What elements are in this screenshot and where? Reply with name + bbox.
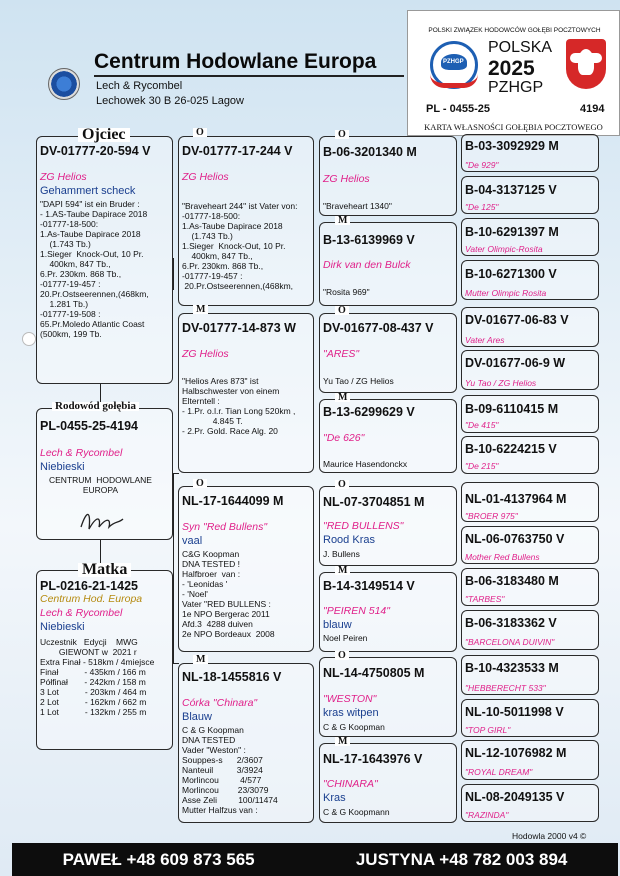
gen3-box — [319, 222, 457, 306]
gen2-notes: "Braveheart 244" ist Vater von: -01777-18-500: 1.As-Taube Dapirace 2018 (1.743 Tb.) 1.Sieger Knock-Out, 10 Pr. 400km, 847 Tb., 6.Pr. 230km. 868 Tb., -01777-19-457 : 20.Pr.Ostseerennen,(468km, — [182, 201, 298, 291]
page-title: Centrum Hodowlane Europa — [94, 50, 377, 73]
gen4-name: Mutter Olimpic Rosita — [465, 288, 547, 298]
gen3-label: M — [335, 737, 350, 746]
gen4-ring: B-10-4323533 M — [465, 661, 559, 675]
gen3-notes: J. Bullens — [323, 549, 360, 559]
gen3-notes: Noel Peiren — [323, 633, 368, 643]
gen3-label: O — [335, 651, 349, 660]
gen3-color: Kras — [323, 792, 346, 804]
gen4-name: "BARCELONA DUIVIN" — [465, 637, 555, 647]
connector — [173, 663, 179, 664]
owner-name: Lech & Rycombel — [96, 80, 183, 92]
gen2-box — [178, 313, 314, 473]
contact-right: JUSTYNA +48 782 003 894 — [355, 849, 568, 869]
gen4-box — [461, 350, 599, 390]
gen4-box — [461, 134, 599, 172]
father-box — [36, 136, 173, 384]
gen3-box — [319, 136, 457, 216]
gen4-name: Vater Ares — [465, 335, 505, 345]
gen4-name: "TOP GIRL" — [465, 725, 511, 735]
gen3-color: blauw — [323, 619, 352, 631]
gen3-ring: B-13-6299629 V — [323, 405, 415, 419]
father-notes: "DAPI 594" ist ein Bruder : - 1.AS-Taube Dapirace 2018 -01777-18-500: 1.As-Taube Dapirace 2018 (1.743 Tb.) 1.Sieger Knock-Out, 10 Pr. 400km, 847 Tb., 6.Pr. 230km. 868 Tb., -01777-19-457 : 20.Pr.Ostseerennen,(468km, 1.281 Tb.) -01777-19-508 : 65.Pr.Moledo Atlantic Coast (500km, 199 Tb. — [40, 199, 149, 339]
gen4-box — [461, 218, 599, 256]
card-org: POLSKI ZWIĄZEK HODOWCÓW GOŁĘBI POCZTOWYCH — [428, 27, 601, 34]
gen4-box — [461, 699, 599, 737]
gen2-ring: NL-17-1644099 M — [182, 494, 284, 508]
gen4-name: "De 929" — [465, 160, 499, 170]
logo-text: PZHGP — [443, 59, 464, 65]
gen4-box — [461, 395, 599, 433]
gen3-ring: NL-17-1643976 V — [323, 752, 423, 766]
gen4-name: Vater Olimpic-Rosita — [465, 244, 543, 254]
mother-color: Niebieski — [40, 621, 85, 633]
gen4-ring: DV-01677-06-9 W — [465, 356, 566, 370]
gen4-ring: B-04-3137125 V — [465, 183, 557, 197]
gen4-ring: B-10-6291397 M — [465, 225, 559, 239]
gen4-ring: DV-01677-06-83 V — [465, 313, 569, 327]
gen4-box — [461, 740, 599, 780]
card-ring: PL - 0455-25 — [426, 103, 491, 115]
mother-notes: Uczestnik Edycji MWG GIEWONT w 2021 r Extra Finał - 518km / 4miejsce Finał - 435km / 166 m Półfinał - 242km / 158 m 3 Lot - 203km / 464 m 2 Lot - 162km / 662 m 1 Lot - 132km / 255 m — [40, 637, 155, 717]
gen3-name: "CHINARA" — [323, 778, 378, 790]
gen4-box — [461, 436, 599, 474]
mother-ring: PL-0216-21-1425 — [40, 579, 138, 593]
subject-color: Niebieski — [40, 461, 85, 473]
gen4-name: "ROYAL DREAM" — [465, 767, 533, 777]
contact-footer — [12, 843, 618, 876]
pzhgp-logo — [430, 41, 478, 89]
gen2-color: Blauw — [182, 711, 212, 723]
card-assoc: PZHGP — [488, 79, 544, 96]
gen3-box — [319, 399, 457, 473]
father-color: Gehammert scheck — [40, 185, 136, 197]
father-label: Ojciec — [78, 128, 130, 142]
connector — [173, 473, 174, 663]
card-year: 2025 — [488, 57, 535, 80]
gen4-ring: NL-06-0763750 V — [465, 532, 565, 546]
gen4-box — [461, 526, 599, 564]
gen2-notes: C & G Koopman DNA TESTED Vader "Weston" : Souppes-s 2/3607 Nanteuil 3/3924 Morlincou 4/577 Morlincou 23/3079 Asse Zeli 100/11474 Mutter Halfzus van : — [182, 725, 278, 815]
punch-hole — [22, 332, 36, 346]
subject-owner: Lech & Rycombel — [40, 447, 123, 459]
gen3-notes: C & G Koopmann — [323, 807, 390, 817]
gen3-name: "PEIREN 514" — [323, 605, 390, 617]
title-underline — [94, 75, 404, 77]
pedigree-label: Rodowód gołębia — [52, 402, 139, 411]
gen3-label: M — [335, 393, 350, 402]
card-number: 4194 — [580, 103, 605, 115]
gen2-ring: DV-01777-17-244 V — [182, 144, 293, 158]
gen3-name: "ARES" — [323, 348, 360, 360]
gen3-box — [319, 486, 457, 566]
gen4-box — [461, 568, 599, 606]
gen2-name: ZG Helios — [182, 171, 229, 183]
gen3-notes: Maurice Hasendonckx — [323, 459, 408, 469]
mother-name1: Centrum Hod. Europa — [40, 593, 143, 605]
gen3-box — [319, 313, 457, 393]
gen2-label: M — [193, 655, 208, 664]
owner-address: Lechowek 30 B 26-025 Lagow — [96, 95, 244, 107]
gen4-name: "BROER 975" — [465, 511, 518, 521]
gen4-ring: NL-10-5011998 V — [465, 705, 564, 719]
gen4-name: "De 125" — [465, 202, 499, 212]
gen4-ring: NL-01-4137964 M — [465, 492, 567, 506]
gen2-name: Córka "Chinara" — [182, 697, 258, 709]
gen3-ring: NL-14-4750805 M — [323, 666, 425, 680]
ownership-card — [407, 10, 620, 136]
gen4-ring: B-06-3183362 V — [465, 616, 557, 630]
gen2-box — [178, 486, 314, 652]
header-logo — [48, 68, 80, 100]
mother-box — [36, 570, 173, 750]
gen2-name: ZG Helios — [182, 348, 229, 360]
subject-center: CENTRUM HODOWLANE EUROPA — [49, 475, 152, 495]
software-credit: Hodowla 2000 v4 © — [512, 831, 587, 841]
gen3-ring: B-13-6139969 V — [323, 233, 415, 247]
gen4-ring: NL-12-1076982 M — [465, 746, 567, 760]
gen4-ring: B-10-6224215 V — [465, 442, 557, 456]
gen4-ring: B-09-6110415 M — [465, 402, 559, 416]
gen4-box — [461, 610, 599, 650]
gen2-label: M — [193, 305, 208, 314]
gen3-ring: DV-01677-08-437 V — [323, 321, 434, 335]
gen3-ring: B-06-3201340 M — [323, 145, 417, 159]
mother-label: Matka — [78, 563, 131, 577]
gen3-box — [319, 657, 457, 737]
gen4-name: "TARBES" — [465, 594, 505, 604]
gen4-name: "RAZINDA" — [465, 810, 509, 820]
contact-left: PAWEŁ +48 609 873 565 — [62, 849, 255, 869]
gen2-label: O — [193, 479, 207, 488]
gen3-color: kras witpen — [323, 707, 379, 719]
gen4-box — [461, 176, 599, 214]
gen3-label: O — [335, 480, 349, 489]
gen3-notes: "Rosita 969" — [323, 287, 370, 297]
mother-name2: Lech & Rycombel — [40, 607, 123, 619]
gen2-color: vaal — [182, 535, 203, 547]
connector — [173, 258, 174, 290]
gen3-label: O — [335, 306, 349, 315]
gen2-ring: NL-18-1455816 V — [182, 670, 282, 684]
gen3-notes: C & G Koopman — [323, 722, 385, 732]
gen4-box — [461, 784, 599, 822]
gen4-ring: B-03-3092929 M — [465, 139, 559, 153]
gen3-notes: "Braveheart 1340" — [323, 201, 392, 211]
gen4-name: Yu Tao / ZG Helios — [465, 378, 537, 388]
gen3-name: "WESTON" — [323, 693, 377, 705]
gen3-label: O — [335, 130, 349, 139]
gen3-ring: B-14-3149514 V — [323, 579, 415, 593]
card-caption: KARTA WŁASNOŚCI GOŁĘBIA POCZTOWEGO — [424, 122, 603, 132]
gen2-ring: DV-01777-14-873 W — [182, 321, 296, 335]
card-country: POLSKA — [488, 39, 553, 56]
gen4-box — [461, 655, 599, 695]
gen4-ring: NL-08-2049135 V — [465, 790, 565, 804]
gen3-label: M — [335, 566, 350, 575]
gen2-box — [178, 136, 314, 306]
gen4-ring: B-06-3183480 M — [465, 574, 559, 588]
gen3-name: ZG Helios — [323, 173, 370, 185]
gen4-box — [461, 307, 599, 347]
subject-ring: PL-0455-25-4194 — [40, 419, 138, 433]
gen2-name: Syn "Red Bullens" — [182, 521, 268, 533]
gen3-color: Rood Kras — [323, 534, 375, 546]
gen3-notes: Yu Tao / ZG Helios — [323, 376, 394, 386]
gen4-name: "HEBBERECHT 533" — [465, 683, 546, 693]
gen3-label: M — [335, 216, 350, 225]
gen4-box — [461, 482, 599, 522]
gen3-box — [319, 743, 457, 823]
father-ring: DV-01777-20-594 V — [40, 144, 151, 158]
gen4-name: "De 215" — [465, 461, 499, 471]
gen2-notes: C&G Koopman DNA TESTED ! Halfbroer van : - 'Leonidas ' - 'Noel' Vater "RED BULLENS : 1e NPO Bergerac 2011 Afd.3 4288 duiven 2e NPO Bordeaux 2008 — [182, 549, 275, 639]
gen3-name: "RED BULLENS" — [323, 520, 404, 532]
gen4-name: Mother Red Bullens — [465, 552, 540, 562]
gen2-notes: "Helios Ares 873" ist Halbschwester von einem Elterntell : - 1.Pr. o.l.r. Tian Long 520km , 4.845 T. - 2.Pr. Gold. Race Alg. 20 — [182, 376, 296, 436]
gen3-box — [319, 572, 457, 652]
gen2-box — [178, 663, 314, 823]
gen3-ring: NL-07-3704851 M — [323, 495, 425, 509]
gen2-label: O — [193, 128, 207, 137]
father-name: ZG Helios — [40, 171, 87, 183]
gen4-box — [461, 260, 599, 300]
eagle-emblem — [566, 39, 606, 89]
gen4-name: "De 415" — [465, 420, 499, 430]
subject-box — [36, 408, 173, 540]
gen3-name: "De 626" — [323, 432, 365, 444]
gen4-ring: B-10-6271300 V — [465, 267, 557, 281]
gen3-name: Dirk van den Bulck — [323, 259, 411, 271]
signature — [77, 505, 127, 540]
